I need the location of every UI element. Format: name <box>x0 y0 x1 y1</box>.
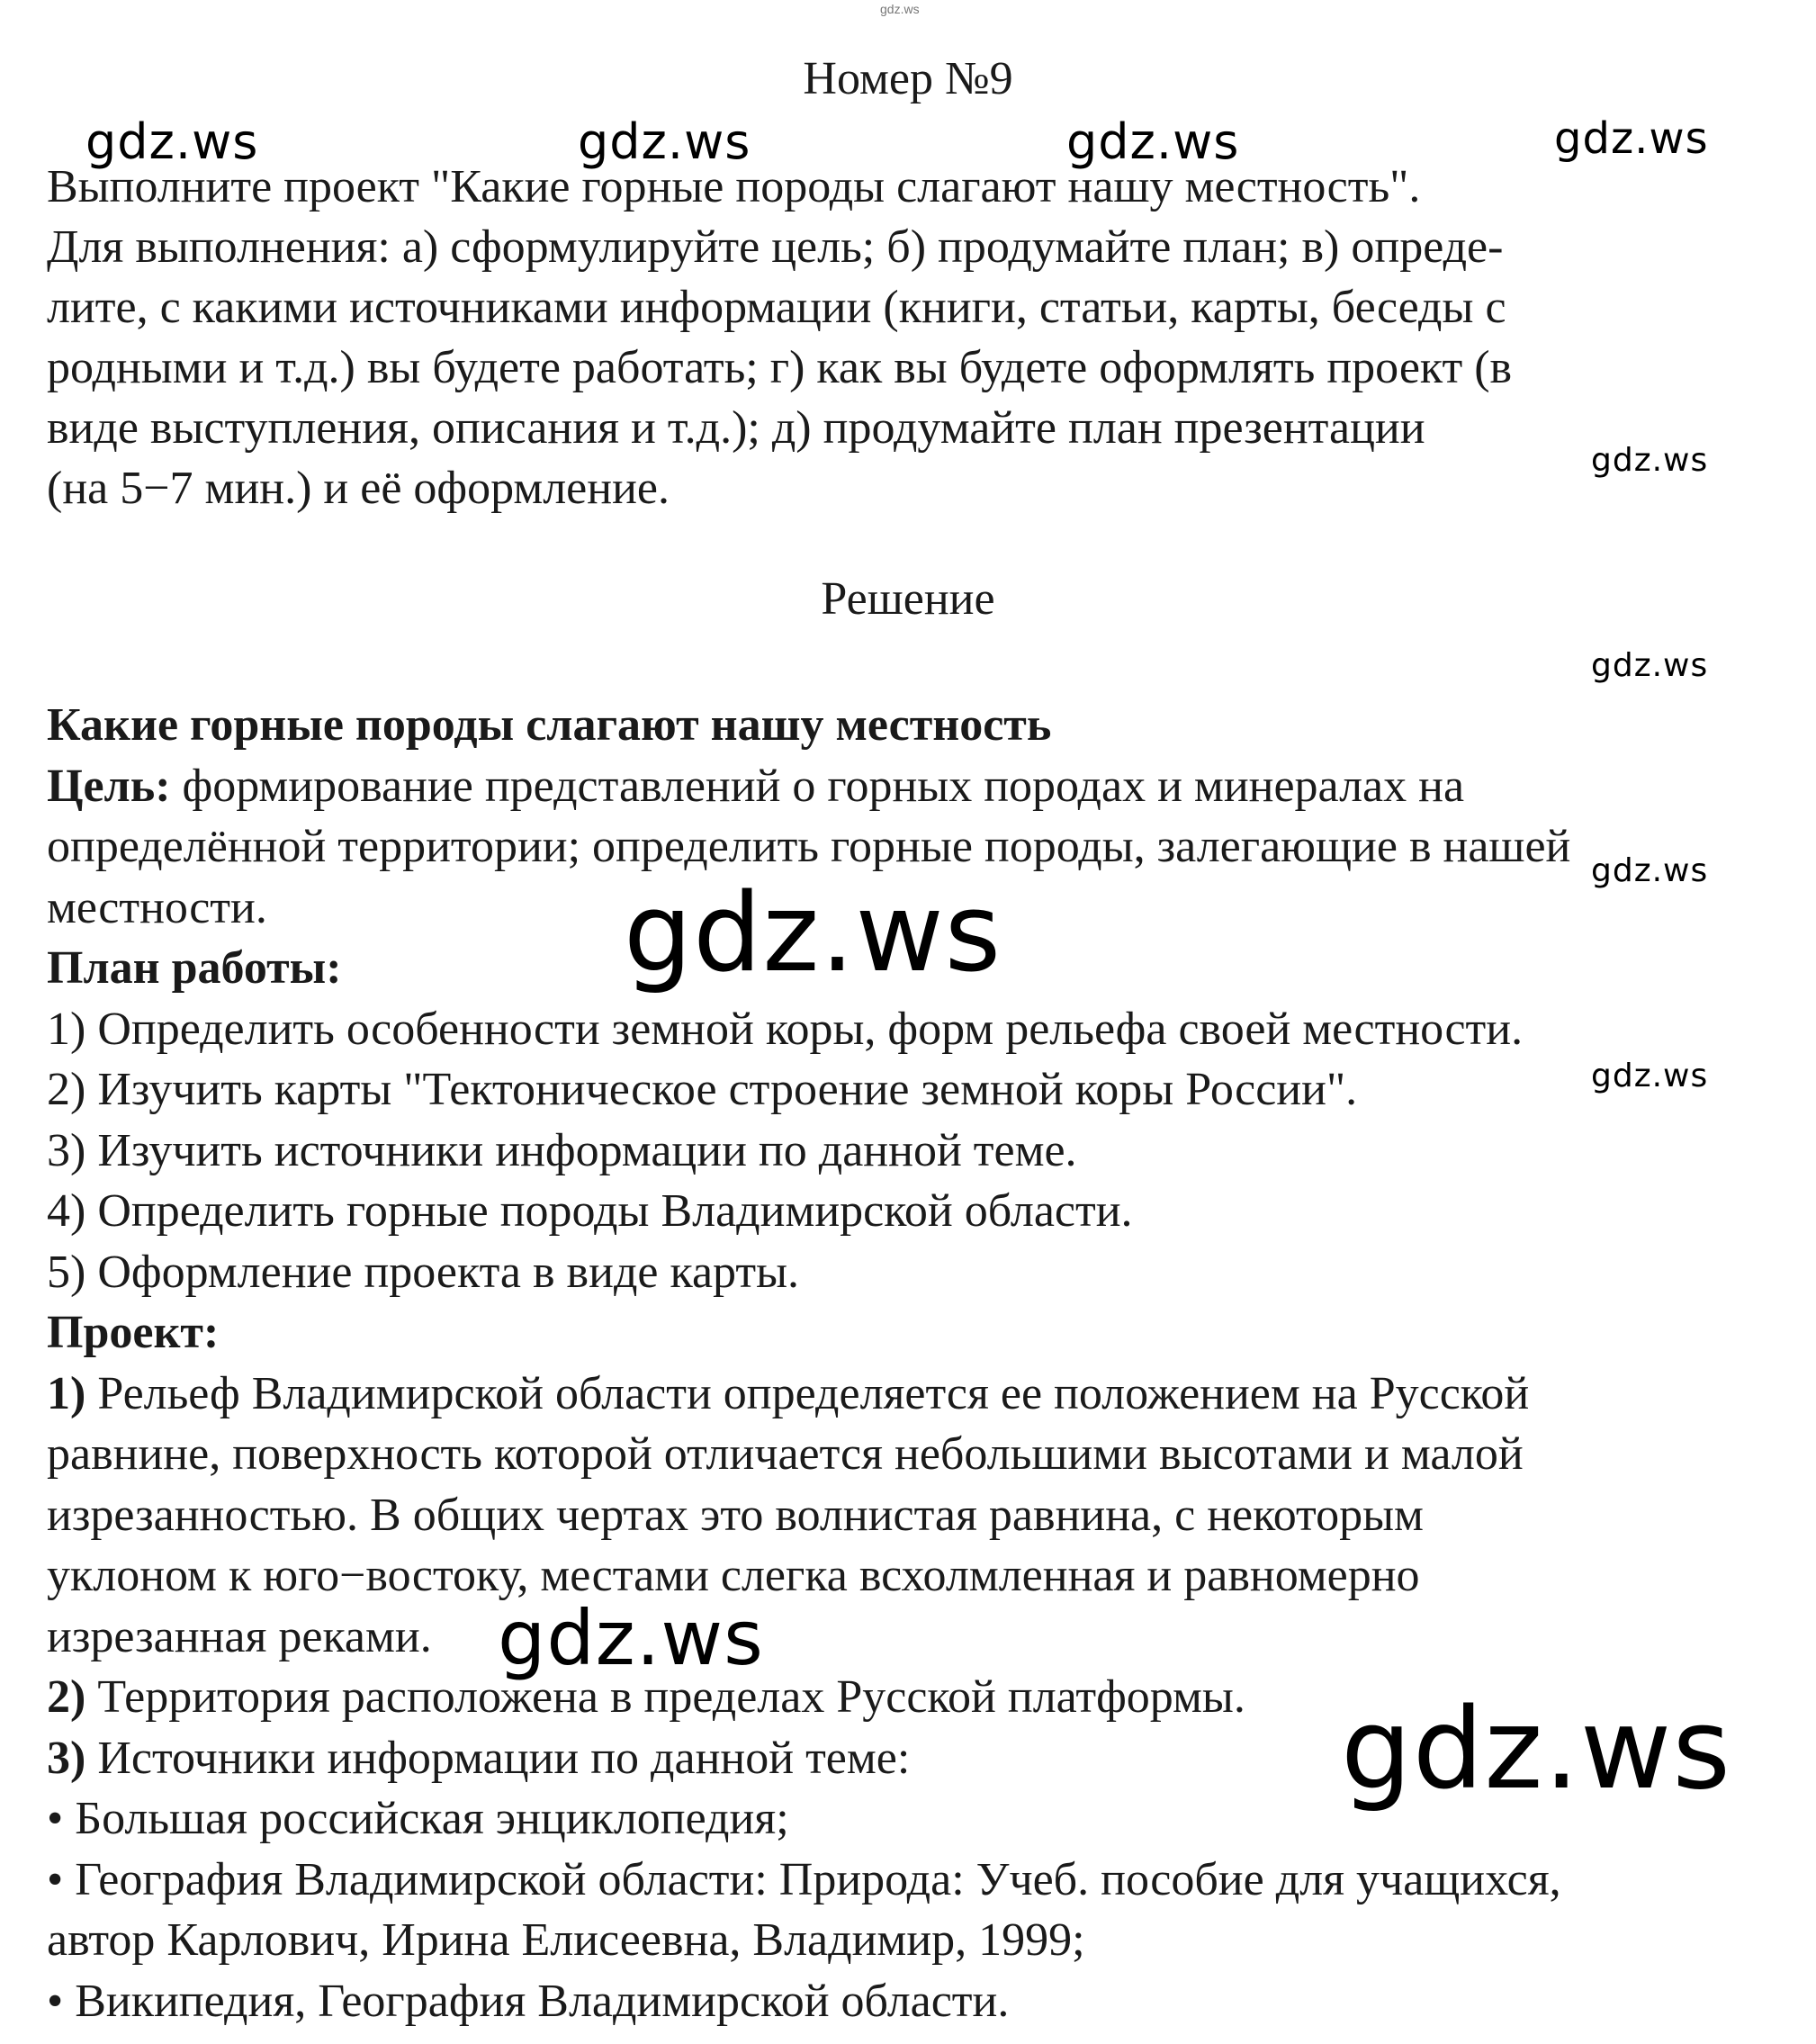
task-line: (на 5−7 мин.) и её оформление. <box>47 463 670 514</box>
goal-line: местности. <box>47 881 267 933</box>
watermark: gdz.ws <box>624 871 1002 996</box>
watermark: gdz.ws <box>1591 442 1709 479</box>
task-line: виде выступления, описания и т.д.); д) продумайте план презентации <box>47 402 1425 454</box>
task-text <box>47 157 1775 518</box>
watermark: gdz.ws <box>1591 647 1709 684</box>
project-point-1-line: уклоном к юго−востоку, местами слегка всхолмленная и равномерно <box>47 1550 1420 1601</box>
top-watermark: gdz.ws <box>880 2 920 16</box>
plan-item: 3) Изучить источники информации по данной теме. <box>47 1124 1077 1176</box>
project-point-3: 3) Источники информации по данной теме: <box>47 1732 911 1784</box>
project-point-2: 2) Территория расположена в пределах Русской платформы. <box>47 1671 1245 1723</box>
project-title: Какие горные породы слагают нашу местность <box>47 699 1052 751</box>
watermark: gdz.ws <box>1554 113 1709 164</box>
goal-line: Цель: формирование представлений о горных породах и минералах на <box>47 760 1465 812</box>
watermark: gdz.ws <box>1341 1685 1731 1814</box>
plan-label: План работы: <box>47 942 342 994</box>
solution-heading: Решение <box>821 573 995 625</box>
watermark: gdz.ws <box>498 1594 764 1682</box>
project-point-1-line: изрезанностью. В общих чертах это волнистая равнина, с некоторым <box>47 1489 1424 1541</box>
goal-line: определённой территории; определить горные породы, залегающие в нашей <box>47 821 1571 872</box>
watermark: gdz.ws <box>1591 1058 1709 1094</box>
watermark: gdz.ws <box>1066 113 1240 170</box>
task-line: Выполните проект "Какие горные породы слагают нашу местность". <box>47 161 1421 212</box>
source-item: • Википедия, География Владимирской области. <box>47 1975 1010 2027</box>
goal-label: Цель: <box>47 760 171 812</box>
task-number-title: Номер №9 <box>803 53 1013 104</box>
project-label: Проект: <box>47 1307 220 1358</box>
source-item: • География Владимирской области: Природа: Учеб. пособие для учащихся, <box>47 1853 1561 1905</box>
plan-item: 2) Изучить карты "Тектоническое строение земной коры России". <box>47 1064 1358 1115</box>
source-item: автор Карлович, Ирина Елисеевна, Владимир, 1999; <box>47 1914 1085 1966</box>
project-point-1-line: изрезанная реками. <box>47 1610 432 1662</box>
task-line: родными и т.д.) вы будете работать; г) как вы будете оформлять проект (в <box>47 342 1513 393</box>
watermark: gdz.ws <box>1591 852 1709 889</box>
plan-item: 4) Определить горные породы Владимирской области. <box>47 1185 1133 1237</box>
task-line: лите, с какими источниками информации (книги, статьи, карты, беседы с <box>47 282 1506 333</box>
watermark: gdz.ws <box>85 113 259 170</box>
project-point-1-line: равнине, поверхность которой отличается небольшими высотами и малой <box>47 1428 1524 1480</box>
plan-item: 5) Оформление проекта в виде карты. <box>47 1246 800 1298</box>
plan-item: 1) Определить особенности земной коры, форм рельефа своей местности. <box>47 1003 1524 1055</box>
source-item: • Большая российская энциклопедия; <box>47 1793 789 1844</box>
watermark: gdz.ws <box>578 113 751 170</box>
task-line: Для выполнения: а) сформулируйте цель; б) продумайте план; в) опреде- <box>47 221 1504 273</box>
project-point-1: 1) Рельеф Владимирской области определяется ее положением на Русской <box>47 1367 1530 1419</box>
